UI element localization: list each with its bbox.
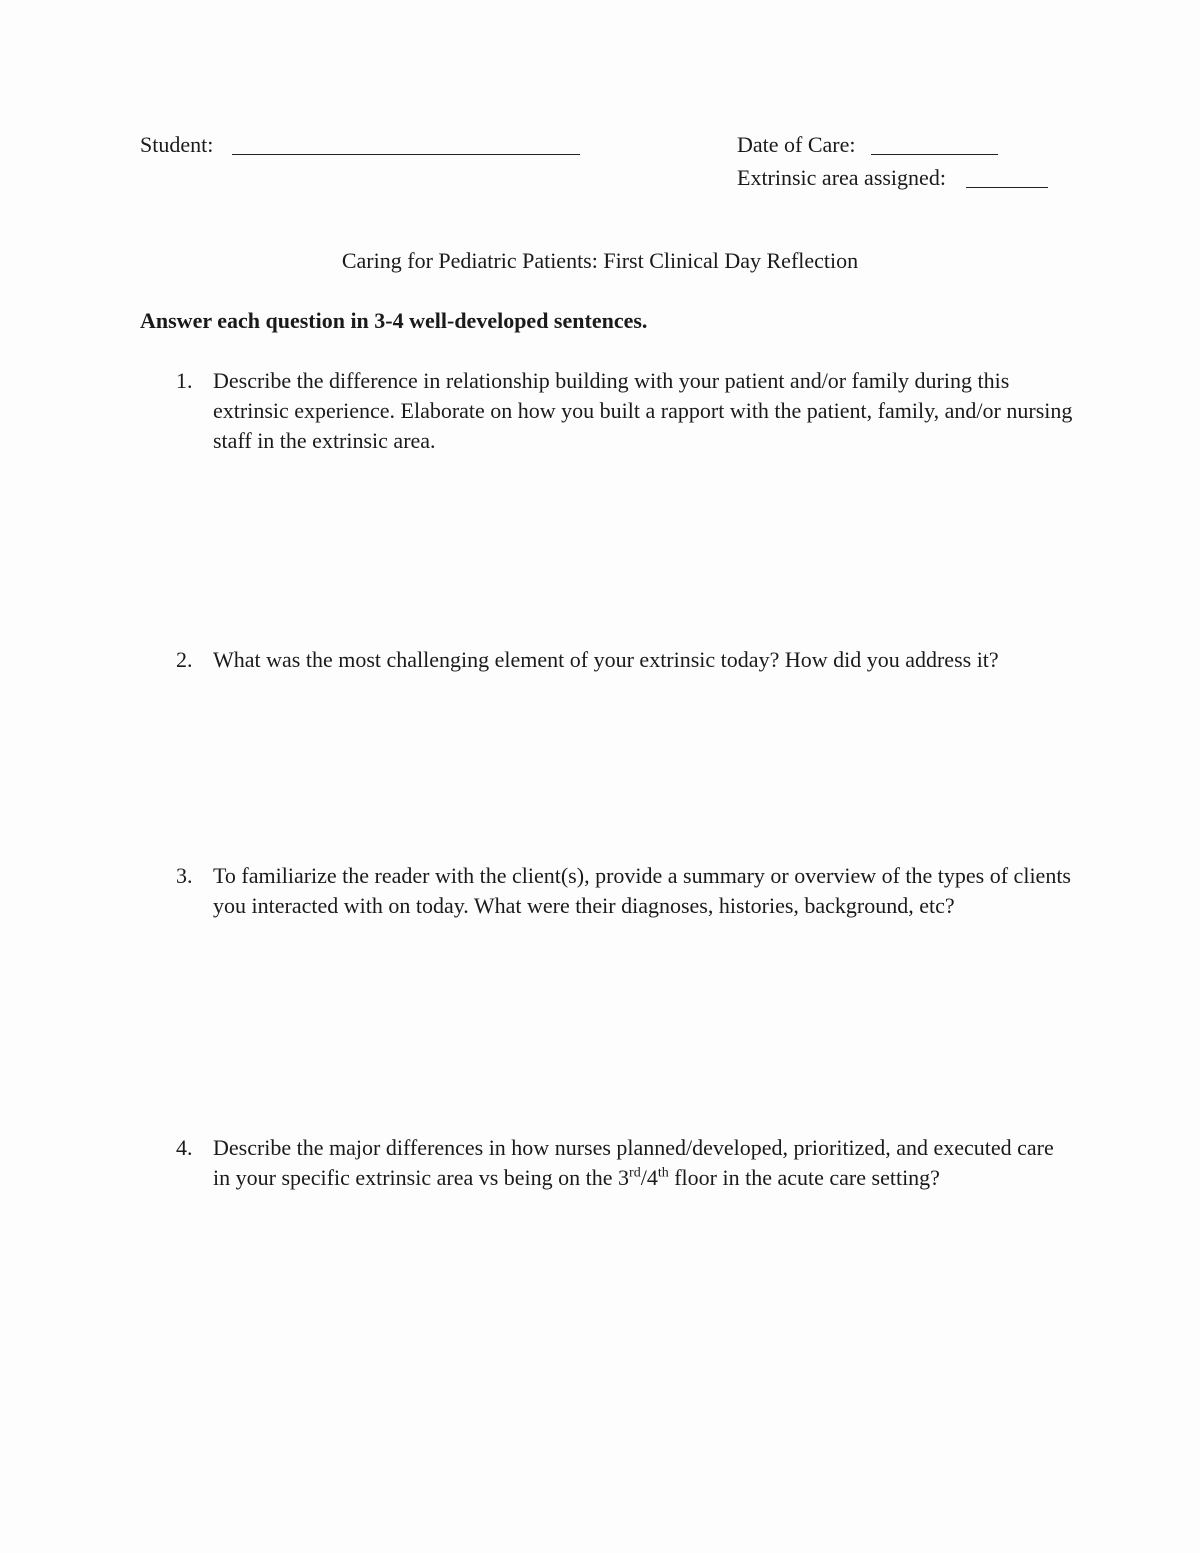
- question-1: [176, 366, 1076, 456]
- student-name-blank[interactable]: [232, 154, 580, 155]
- question-number: 2.: [176, 647, 193, 672]
- question-number: 1.: [176, 368, 193, 393]
- instructions: Answer each question in 3-4 well-developed sentences.: [140, 308, 648, 333]
- date-of-care-label: Date of Care:: [737, 132, 856, 157]
- superscript-rd: rd: [629, 1165, 641, 1181]
- question-text-part: /4: [640, 1165, 658, 1190]
- question-text: What was the most challenging element of your extrinsic today? How did you address it?: [213, 647, 999, 672]
- question-number: 4.: [176, 1135, 193, 1160]
- question-4: [176, 1133, 1076, 1193]
- question-2: [176, 645, 1076, 675]
- question-text: To familiarize the reader with the client(s), provide a summary or overview of the types of clients you interacted with on today. What were their diagnoses, histories, background, etc?: [213, 863, 1071, 918]
- superscript-th: th: [657, 1165, 669, 1181]
- question-text-part: Describe the major differences in how nurses planned/developed, prioritized, and executed care in your specific extrinsic area vs being on the 3: [213, 1135, 1054, 1190]
- extrinsic-area-blank[interactable]: [966, 187, 1048, 188]
- question-number: 3.: [176, 863, 193, 888]
- question-text-part: floor in the acute care setting?: [668, 1165, 940, 1190]
- student-label: Student:: [140, 132, 214, 157]
- question-text: Describe the difference in relationship building with your patient and/or family during this extrinsic experience. Elaborate on how you built a rapport with the patient, family, and/or nursing staff in the extrinsic area.: [213, 368, 1073, 453]
- question-3: [176, 861, 1076, 921]
- question-text: [213, 1133, 1076, 1193]
- date-of-care-blank[interactable]: [871, 154, 998, 155]
- extrinsic-area-label: Extrinsic area assigned:: [737, 165, 946, 190]
- page-title: Caring for Pediatric Patients: First Clinical Day Reflection: [341, 248, 859, 273]
